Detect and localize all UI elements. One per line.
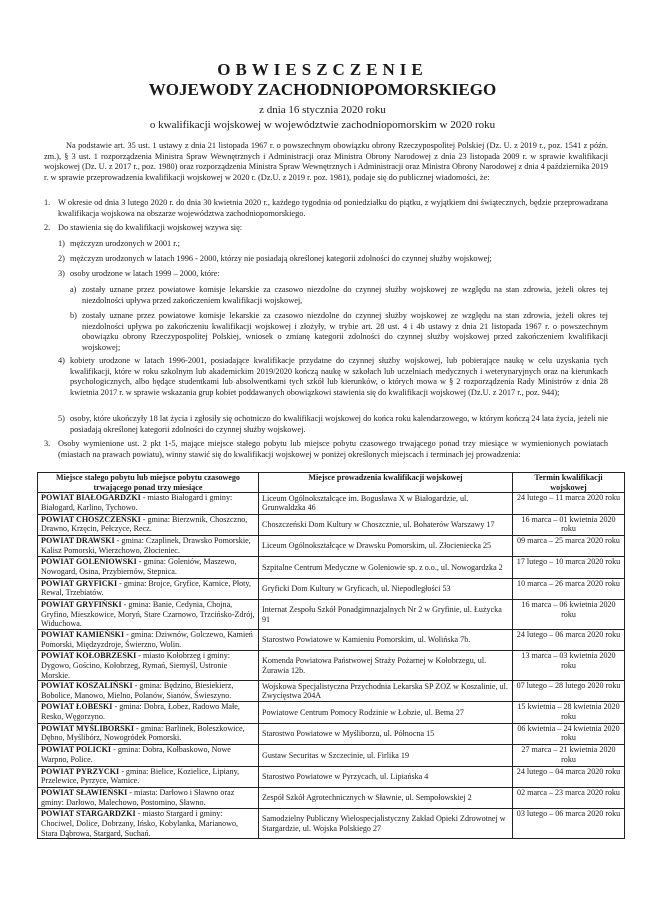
powiat-name: POWIAT STARGARDZKI: [41, 809, 136, 819]
table-row: [38, 514, 625, 535]
residence-cell: [38, 578, 259, 599]
table-row: [38, 578, 625, 599]
term-cell: 16 marca – 06 kwietnia 2020 roku: [513, 600, 625, 630]
table-row: [38, 681, 625, 702]
gminy-list: - miasto Białogard i gminy: Białogard, Karlino, Tychowo.: [41, 493, 233, 512]
powiat-name: POWIAT KAMIEŃSKI: [41, 629, 125, 639]
term-cell: 09 marca – 25 marca 2020 roku: [513, 535, 625, 556]
table-row: [38, 557, 625, 578]
table-row: [38, 651, 625, 681]
location-cell: Szpitalne Centrum Medyczne w Goleniowie sp. z o.o., ul. Nowogardzka 2: [259, 557, 513, 578]
table-row: [38, 493, 625, 514]
document-issuer: WOJEWODY ZACHODNIOPOMORSKIEGO: [148, 80, 497, 99]
qualification-schedule-table: [37, 472, 625, 839]
header-residence: Miejsce stałego pobytu lub miejsce pobytu czasowego trwającego ponad trzy miesiące: [38, 473, 259, 493]
location-cell: Starostwo Powiatowe w Pyrzycach, ul. Lipiańska 4: [259, 766, 513, 787]
location-cell: Samodzielny Publiczny Wielospecjalistyczny Zakład Opieki Zdrowotnej w Stargardzie, ul. Wojska Polskiego 27: [259, 809, 513, 839]
gminy-list: - miasta: Darłowo i Sławno oraz gminy: Darłowo, Malechowo, Postomino, Sławno.: [41, 788, 235, 807]
powiat-name: POWIAT KOŁOBRZESKI: [41, 651, 137, 661]
residence-cell: [38, 493, 259, 514]
gminy-list: - gmina: Bielice, Kozielice, Lipiany, Przelewice, Pyrzyce, Warnice.: [41, 766, 240, 786]
point-2-3a-letter: a): [70, 285, 77, 294]
residence-cell: [38, 681, 259, 702]
location-cell: Powiatowe Centrum Pomocy Rodzinie w Łobzie, ul. Bema 27: [259, 702, 513, 723]
document-title: OBWIESZCZENIE: [217, 60, 428, 79]
residence-cell: [38, 629, 259, 650]
gminy-list: - gmina: Czaplinek, Drawsko Pomorskie, Kalisz Pomorski, Wierzchowo, Złocieniec.: [41, 535, 251, 555]
point-2-5-number: 5): [58, 414, 65, 423]
powiat-name: POWIAT POLICKI: [41, 745, 112, 755]
term-cell: 24 lutego – 04 marca 2020 roku: [513, 766, 625, 787]
table-row: [38, 629, 625, 650]
point-2-2-number: 2): [58, 254, 65, 263]
table-row: [38, 723, 625, 744]
residence-cell: [38, 745, 259, 766]
gminy-list: - miasto Stargard i gminy: Chociwel, Dolice, Dobrzany, Ińsko, Kobylanka, Marianowo, Stara Dąbrowa, Stargard, Suchań.: [41, 809, 239, 838]
residence-cell: [38, 788, 259, 809]
point-2-4-text: kobiety urodzone w latach 1996-2001, posiadające kwalifikacje przydatne do czynnej służby wojskowej, lub pobierające naukę w celu uzyskania tych kwalifikacji, które w roku szkolnym lub akademickim 2019/2020 kończą naukę w szkołach lub uczelniach medycznych i weterynaryjnych oraz na kierunkach psychologicznych, albo będące studentkami lub absolwentkami tych szkół lub kierunków, o których mowa w § 2 rozporządzenia Rady Ministrów z dnia 28 kwietnia 2017 r. w sprawie wskazania grup kobiet poddawanych obowiązkowi stawienia się do kwalifikacji wojskowej (Dz.U. z 2017 r., poz. 944);: [70, 356, 608, 397]
powiat-name: POWIAT SŁAWIEŃSKI: [41, 788, 128, 798]
table-row: [38, 788, 625, 809]
point-2-4-number: 4): [58, 356, 65, 365]
term-cell: 24 lutego – 06 marca 2020 roku: [513, 629, 625, 650]
powiat-name: POWIAT BIAŁOGARDZKI: [41, 493, 141, 503]
point-3-number: 3.: [44, 439, 51, 448]
table-header-row: [38, 473, 625, 493]
location-cell: Starostwo Powiatowe w Kamieniu Pomorskim, ul. Wolińska 7b.: [259, 629, 513, 650]
location-cell: Gryficki Dom Kultury w Gryficach, ul. Niepodległości 53: [259, 578, 513, 599]
residence-cell: [38, 557, 259, 578]
table-row: [38, 600, 625, 630]
document-subject: o kwalifikacji wojskowej w województwie zachodniopomorskim w 2020 roku: [149, 119, 496, 131]
location-cell: Starostwo Powiatowe w Myśliborzu, ul. Północna 15: [259, 723, 513, 744]
term-cell: 27 marca – 21 kwietnia 2020 roku: [513, 745, 625, 766]
term-cell: 02 marca – 23 marca 2020 roku: [513, 788, 625, 809]
residence-cell: [38, 514, 259, 535]
location-cell: Gustaw Securitas w Szczecinie, ul. Firlika 19: [259, 745, 513, 766]
gminy-list: - miasto Kołobrzeg i gminy: Dygowo, Gościno, Kołobrzeg, Rymań, Siemyśl, Ustronie Morskie.: [41, 651, 231, 680]
residence-cell: [38, 600, 259, 630]
term-cell: 07 lutego – 28 lutego 2020 roku: [513, 681, 625, 702]
point-2-3-text: osoby urodzone w latach 1999 – 2000, które:: [70, 269, 220, 278]
header-location: Miejsce prowadzenia kwalifikacji wojskowej: [259, 473, 513, 493]
point-2-number: 2.: [44, 223, 51, 232]
powiat-name: POWIAT GRYFIŃSKI: [41, 600, 122, 610]
location-cell: Zespół Szkół Agrotechnicznych w Sławnie, ul. Sempołowskiej 2: [259, 788, 513, 809]
gminy-list: - gmina: Barlinek, Boleszkowice, Dębno, Myślibórz, Nowogródek Pomorski.: [41, 723, 245, 743]
gminy-list: - gmina: Brojce, Gryfice, Karnice, Płoty, Rewal, Trzebiatów.: [41, 578, 251, 598]
powiat-name: POWIAT PYRZYCKI: [41, 766, 120, 776]
powiat-name: POWIAT GRYFICKI: [41, 578, 118, 588]
table-row: [38, 702, 625, 723]
point-2-3-number: 3): [58, 269, 65, 278]
location-cell: Liceum Ogólnokształcące im. Bogusława X w Białogardzie, ul. Grunwaldzka 46: [259, 493, 513, 514]
powiat-name: POWIAT KOSZALIŃSKI: [41, 681, 133, 691]
term-cell: 17 lutego – 10 marca 2020 roku: [513, 557, 625, 578]
point-2-2-text: mężczyzn urodzonych w latach 1996 - 2000, którzy nie posiadają określonej kategorii zdolności do czynnej służby wojskowej;: [70, 254, 492, 263]
location-cell: Internat Zespołu Szkół Ponadgimnazjalnych Nr 2 w Gryfinie, ul. Łużycka 91: [259, 600, 513, 630]
intro-paragraph: Na podstawie art. 35 ust. 1 ustawy z dnia 21 listopada 1967 r. o powszechnym obowiązku obrony Rzeczypospolitej Polskiej (Dz. U. z 2019 r., poz. 1541 z późn. zm.), § 3 ust. 1 rozporządzenia Ministra Spraw Wewnętrznych i Administracji oraz Ministra Obrony Narodowej z dnia 23 listopada 2009 r. w sprawie kwalifikacji wojskowej (Dz. U. z 2017 r., poz. 1980) oraz rozporządzenia Ministra Spraw Wewnętrznych i Administracji oraz Ministra Obrony Narodowej z dnia 4 października 2019 r. w sprawie przeprowadzenia kwalifikacji wojskowej w 2020 r. (Dz.U. z 2019 r. poz. 1981), podaje się do publicznej wiadomości, że:: [44, 141, 608, 182]
gminy-list: - gmina: Banie, Cedynia, Chojna, Gryfino, Mieszkowice, Moryń, Stare Czarnowo, Trzcińsko-Zdrój, Widuchowa.: [41, 600, 255, 629]
gminy-list: - gmina: Goleniów, Maszewo, Nowogard, Osina, Przybiernów, Stepnica.: [41, 557, 237, 576]
residence-cell: [38, 809, 259, 839]
term-cell: 03 lutego – 06 marca 2020 roku: [513, 809, 625, 839]
document-date: z dnia 16 stycznia 2020 roku: [259, 104, 386, 116]
gminy-list: - gmina: Będzino, Biesiekierz, Bobolice, Manowo, Mielno, Polanów, Sianów, Świeszyno.: [41, 681, 234, 700]
powiat-name: POWIAT CHOSZCZEŃSKI: [41, 514, 141, 524]
point-2-3b-letter: b): [70, 311, 77, 320]
powiat-name: POWIAT ŁOBESKI: [41, 702, 113, 712]
table-row: [38, 809, 625, 839]
term-cell: 06 kwietnia – 24 kwietnia 2020 roku: [513, 723, 625, 744]
powiat-name: POWIAT MYŚLIBORSKI: [41, 723, 135, 733]
point-1-number: 1.: [44, 198, 51, 207]
header-term: Termin kwalifikacji wojskowej: [513, 473, 625, 493]
residence-cell: [38, 723, 259, 744]
residence-cell: [38, 702, 259, 723]
gminy-list: - gmina: Dobra, Kołbaskowo, Nowe Warpno, Police.: [41, 745, 231, 764]
term-cell: 13 marca – 03 kwietnia 2020 roku: [513, 651, 625, 681]
term-cell: 24 lutego – 11 marca 2020 roku: [513, 493, 625, 514]
point-2-text: Do stawienia się do kwalifikacji wojskowej wzywa się:: [58, 223, 243, 232]
point-3-text: Osoby wymienione ust. 2 pkt 1-5, mające miejsce stałego pobytu lub miejsce pobytu czasowego trwającego ponad trzy miesiące w wymienionych powiatach (miastach na prawach powiatu), winny stawić się do kwalifikacji wojskowej w poniżej określonych miejscach i terminach jej prowadzenia:: [58, 439, 608, 459]
residence-cell: [38, 651, 259, 681]
point-2-3a-text: zostały uznane przez powiatowe komisje lekarskie za czasowo niezdolne do czynnej służby wojskowej ze względu na stan zdrowia, jeżeli okres tej niezdolności upływa przed zakończeniem kwalifikacji wojskowej,: [82, 285, 608, 305]
point-2-1-text: mężczyzn urodzonych w 2001 r.;: [70, 239, 180, 248]
term-cell: 15 kwietnia – 28 kwietnia 2020 roku: [513, 702, 625, 723]
residence-cell: [38, 535, 259, 556]
table-row: [38, 535, 625, 556]
point-1-text: W okresie od dnia 3 lutego 2020 r. do dnia 30 kwietnia 2020 r., każdego tygodnia od poniedziałku do piątku, z wyjątkiem dni świątecznych, będzie przeprowadzana kwalifikacja wojskowa na obszarze województwa zachodniopomorskiego.: [58, 198, 608, 218]
location-cell: Choszczeński Dom Kultury w Choszcznie, ul. Bohaterów Warszawy 17: [259, 514, 513, 535]
location-cell: Wojskowa Specjalistyczna Przychodnia Lekarska SP ZOZ w Koszalinie, ul. Zwycięstwa 204A: [259, 681, 513, 702]
gminy-list: - gmina: Dobra, Łobez, Radowo Małe, Resko, Węgorzyno.: [41, 702, 240, 722]
location-cell: Komenda Powiatowa Państwowej Straży Pożarnej w Kołobrzegu, ul. Żurawia 12b.: [259, 651, 513, 681]
gminy-list: - gmina: Bierzwnik, Choszczno, Drawno, Krzęcin, Pełczyce, Recz.: [41, 514, 248, 534]
powiat-name: POWIAT DRAWSKI: [41, 535, 115, 545]
residence-cell: [38, 766, 259, 787]
gminy-list: - gmina: Dziwnów, Golczewo, Kamień Pomorski, Międzyzdroje, Świerzno, Wolin.: [41, 629, 253, 649]
powiat-name: POWIAT GOLENIOWSKI: [41, 557, 137, 567]
point-2-3b-text: zostały uznane przez powiatowe komisje lekarskie za czasowo niezdolne do czynnej służby wojskowej ze względu na stan zdrowia, jeżeli okres tej niezdolności upływa po zakończeniu kwalifikacji wojskowej i złożyły, w trybie art. 28 ust. 4 i 4b ustawy z dnia 21 listopada 1967 r. o powszechnym obowiązku obrony Rzeczypospolitej Polskiej, wniosek o zmianę kategorii zdolności do czynnej służby wojskowej przed zakończeniem kwalifikacji wojskowej;: [82, 311, 608, 352]
term-cell: 10 marca – 26 marca 2020 roku: [513, 578, 625, 599]
table-row: [38, 745, 625, 766]
point-2-5-text: osoby, które ukończyły 18 lat życia i zgłosiły się ochotniczo do kwalifikacji wojskowej do końca roku kalendarzowego, w którym kończą 24 lata życia, jeżeli nie posiadają określonej kategorii zdolności do czynnej służby wojskowej.: [70, 414, 608, 434]
location-cell: Liceum Ogólnokształcące w Drawsku Pomorskim, ul. Złocieniecka 25: [259, 535, 513, 556]
point-2-1-number: 1): [58, 239, 65, 248]
term-cell: 16 marca – 01 kwietnia 2020 roku: [513, 514, 625, 535]
table-row: [38, 766, 625, 787]
